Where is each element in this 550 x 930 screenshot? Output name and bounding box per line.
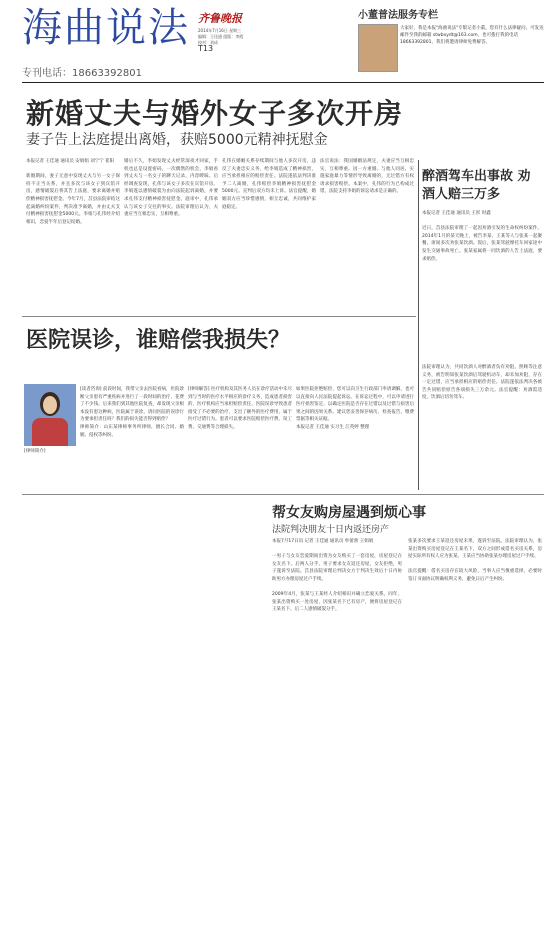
divider [22, 316, 416, 317]
photo-caption: [律师简介] [24, 449, 46, 454]
page-number: T13 [198, 44, 214, 53]
lower-subhead: 法院判决朋友十日内返还房产 [272, 525, 390, 535]
lawyer-photo [24, 384, 76, 446]
lower-headline: 帮女友购房屋遇到烦心事 [272, 505, 426, 521]
lower-column-2: 张某多次要求王某返还房屋未果，遂诉至法院。法院审理认为，张某出资购买房屋登记在王某名下，双方之间形成借名买房关系，房屋实际所有权人应为张某。王某应当协助张某办理房屋过户手续。 法官提醒：借名买房存在较大风险，当事人应当慎重选择，必要时签订书面协议明确权利义务，避免日后产生纠纷。 [408, 539, 542, 582]
lead-column-1: 本报记者 王佳通 通讯员 安娟娟 刘宁宁 崔阳 新婚期间，妻子无意中发现丈夫与另一女子保持不正当关系，并且多次与该女子到宾馆开房，感情破裂后将其告上法庭，要求离婚并赔偿精神损害抚慰金。今年7月，莒县法院审结这起离婚纠纷案件，判决准予离婚，并由丈夫支付精神损害抚慰金5000元。李娟与孔伟经介绍相识，恋爱半年后登记结婚。 [26, 159, 120, 225]
consult-title: 医院误诊，谁赔偿我损失？ [26, 327, 291, 353]
section-title: 海曲说法 [22, 5, 190, 51]
edition-line: 2014年7月16日 星期三 [198, 28, 242, 33]
column-divider [418, 160, 419, 490]
divider [22, 82, 544, 83]
lead-column-2: 婚后不久，李娟发现丈夫经常深夜才回家，手机也总是设置密码。一次偶然的机会，李娟看到丈夫与一名女子的聊天记录，内容暧昧。后经调查发现，孔伟与该女子多次在宾馆开房。李娟遂以感情破裂为由向法院起诉离婚，并要求孔伟支付精神损害抚慰金。庭审中，孔伟承认与该女子交往的事实。法院审理后认为，夫妻应当互相忠实，互相尊重。 [124, 159, 218, 218]
edition-line: 校对：刘成 [198, 40, 218, 45]
expert-column [358, 6, 544, 72]
lead-subhead: 妻子告上法庭提出离婚，获赔5000元精神抚慰金 [26, 132, 328, 148]
newspaper-brand: 齐鲁晚报 [198, 12, 242, 25]
side-column-b: 法院审理认为，共同饮酒人对醉酒者负有劝阻、照顾等注意义务，被告明知张某饮酒后驾驶机动车，却未加劝阻，存在一定过错，应当承担相应的赔偿责任。法院遂依法判决各被告共同赔偿原告各项损失三万余元。法官提醒：劝酒需适度，饮酒后切勿驾车。 [422, 365, 542, 401]
expert-column-text: 大家好，我是本报"海曲说法"专版记者小董。您有什么法律疑问，可发送邮件至我的邮箱 stwbxydt@163.com，也可拨打我的电话18663392801，我们将邀请律师免费解答。 [400, 26, 544, 45]
divider [22, 494, 544, 495]
consult-column-1: [读者咨询] 前段时间，我带父亲去医院看病，医院诊断父亲患有严重疾病并进行了一段时间的治疗，花费了不少钱。后来我们到其他医院复查，却发现父亲根本没有患这种病，医院属于误诊。请问医院的误诊行为要承担责任吗？我们的损失能否得到赔偿？ 律师简介：山东某律师事务所律师，擅长合同、婚姻、侵权等纠纷。 [80, 387, 184, 438]
side-headline-text: 醉酒驾车出事故 劝酒人赔三万多 [422, 169, 531, 202]
side-column-a: 本报记者 王佳通 通讯员 王彤 时鑫 近日，莒县法院审理了一起因劝酒引发的生命权纠纷案件。2014年1月的某天晚上，被告李某、王某等人与张某一起聚餐，席间多次劝张某饮酒。饭后，张某驾驶摩托车回家途中发生交通事故死亡。张某家属将一同饮酒的人告上法庭，要求赔偿。 [422, 211, 542, 262]
consult-column-3: 如果医院拒绝赔偿，您可以向卫生行政部门申请调解，也可以直接向人民法院提起诉讼。在诉讼过程中，可以申请进行医疗损害鉴定，以确定医院是否存在过错以及过错与损害后果之间的因果关系。建议您妥善保存病历、检查报告、缴费票据等相关证据。 本报记者 王佳通 实习生 江英婷 整理 [296, 387, 414, 430]
avatar [358, 24, 398, 72]
hotline: 专刊电话：18663392801 [22, 68, 142, 79]
edition-line: 编辑：王佳通 组版：李霞 [198, 34, 244, 39]
lead-column-4: 法官说法：我国婚姻法规定，夫妻应当互相忠实，互相尊重。因一方重婚、与他人同居、实施家庭暴力等情形导致离婚的，无过错方有权请求损害赔偿。本案中，孔伟的行为已构成过错，法院支持李娟的诉讼请求是正确的。 [320, 159, 414, 195]
side-headline [422, 168, 532, 204]
lead-headline: 新婚丈夫与婚外女子多次开房 [26, 97, 404, 130]
lower-column-1: 本报7月17日讯 记者 王佳通 通讯员 牟蕾蕾 王娟娟 一男子与女友恋爱期间出资为女友购买了一套房屋，房屋登记在女友名下。后两人分手，男子要求女友返还房屋，女友拒绝，男子遂诉至法院。莒县法院审理后判决女方于判决生效后十日内协助男方办理房屋过户手续。 2009年4月，张某与王某经人介绍相识并确立恋爱关系。同年，张某出资购买一处房屋，因张某名下已有房产，便将房屋登记在王某名下。后二人感情破裂分手。 [272, 539, 402, 613]
expert-column-title: 小董普法服务专栏 [358, 10, 438, 21]
consult-column-2: [律师解答] 医疗机构及其医务人员在诊疗活动中未尽到与当时的医疗水平相应的诊疗义务，造成患者损害的，医疗机构应当承担赔偿责任。医院误诊导致患者接受了不必要的治疗，支出了额外的医疗费用，属于医疗过错行为。患者可以要求医院赔偿医疗费、误工费、交通费等合理损失。 [188, 387, 292, 430]
lead-column-3: 孔伟在婚姻关系存续期间与他人多次开房，违反了夫妻忠实义务，给李娟造成了精神损害，应当承担相应的赔偿责任。法院遂依法判决准予二人离婚，孔伟赔偿李娟精神损害抚慰金5000元。宣判后双方均未上诉。法官提醒，婚姻双方应当珍惜感情，相互忠诚，共同维护家庭稳定。 [222, 159, 316, 210]
